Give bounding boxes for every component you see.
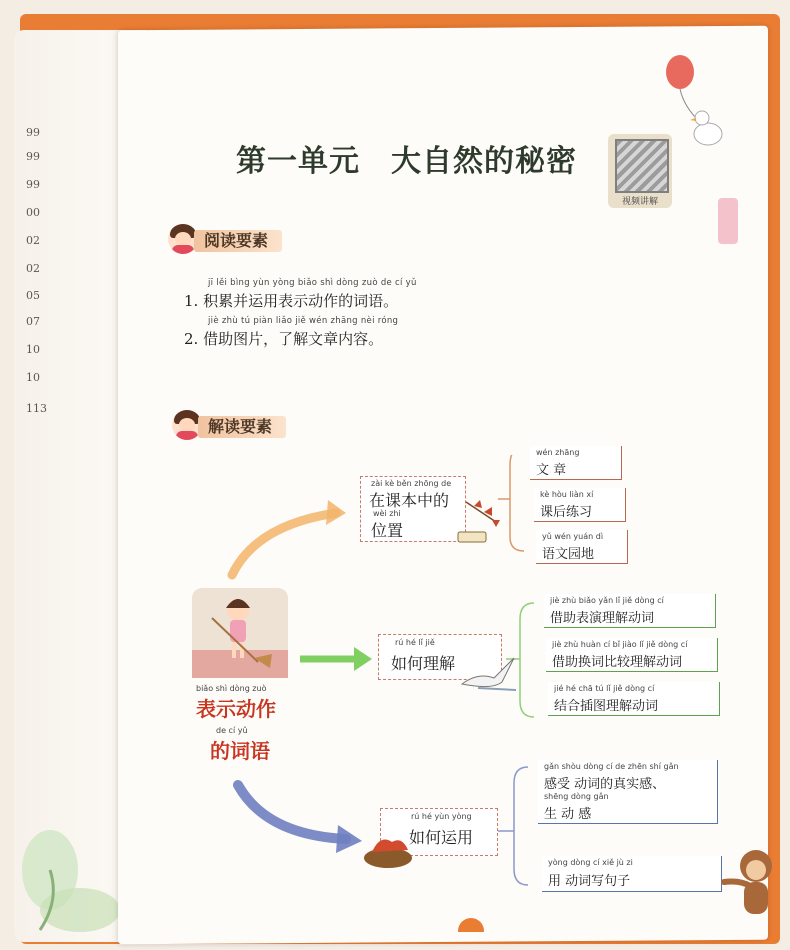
pinyin: gǎn shòu dòng cí de zhēn shí gǎn [544,762,679,771]
pinyin: jiè zhù tú piàn liǎo jiě wén zhāng nèi róng [208,316,399,326]
leaf-text: 生 动 感 [544,807,592,822]
page-number: 07 [26,315,40,328]
pinyin: jiè zhù huàn cí bǐ jiào lǐ jiě dòng cí [552,640,688,649]
pinyin: zài kè běn zhōng de [371,479,452,488]
pinyin: shēng dòng gǎn [544,792,609,801]
reading-goal-2 [184,316,399,349]
page-number: 99 [26,150,40,163]
pinyin: jī lěi bìng yùn yòng biǎo shì dòng zuò de cí yǔ [208,278,417,288]
leaf-text: 语文园地 [542,547,595,562]
branch-position [360,476,466,542]
pinyin: wén zhāng [536,448,580,457]
leaf-item [530,446,622,480]
section-title: 解读要素 [198,416,286,438]
qr-code-icon [615,139,669,193]
page-number: 113 [26,402,47,415]
leaf-text: 结合插图理解动词 [554,699,659,714]
root-topic-line1: 表示动作 [196,697,276,721]
leaf-item [548,682,720,716]
page-number: 99 [26,178,40,191]
video-qr-code[interactable] [608,134,672,208]
leaf-item [536,530,628,564]
bird-nest-icon [362,830,416,872]
pinyin: biǎo shì dòng zuò [196,684,267,693]
crane-icon [458,654,520,694]
sweeping-girl-illustration [192,588,288,678]
leaf-text: 文 章 [536,463,567,478]
page-number: 10 [26,371,40,384]
pinyin: kè hòu liàn xí [540,490,594,499]
unit-title: 第一单元 大自然的秘密 [236,144,577,179]
branch-label: 位置 [371,521,404,540]
pinyin: yòng dòng cí xiě jù zi [548,858,633,867]
reading-elements-heading [168,224,368,254]
reading-goal-1 [184,278,417,311]
page-number: 02 [26,234,40,247]
page-number: 05 [26,289,40,302]
pinyin: rú hé yùn yòng [411,812,472,821]
page-number: 00 [26,206,40,219]
branch-label: 在课本中的 [369,491,450,510]
pinyin: jiè zhù biǎo yǎn lǐ jiě dòng cí [550,596,664,605]
leaf-text: 借助表演理解动词 [550,611,655,626]
book-leaves-icon [452,492,508,548]
page-tab-marker [718,198,738,244]
leaf-item [546,638,718,672]
goal-text: 2. 借助图片，了解文章内容。 [184,330,384,348]
pinyin: de cí yǔ [216,726,248,735]
branch-label: 如何运用 [409,828,474,847]
leaf-item [534,488,626,522]
page-number: 10 [26,343,40,356]
video-label: 视频讲解 [621,197,658,207]
pinyin: wèi zhi [373,509,401,518]
page-number: 02 [26,262,40,275]
leaf-item [544,594,716,628]
leaf-text: 课后练习 [540,505,593,520]
leaf-text: 感受 动词的真实感、 [544,777,666,792]
page-number: 99 [26,126,40,139]
root-topic [196,684,276,764]
branch-label: 如何理解 [391,654,456,673]
leaf-item [538,760,718,824]
leaf-text: 用 动词写句子 [548,874,631,889]
leaf-item [542,856,722,892]
section-title: 阅读要素 [194,230,282,252]
leaf-text: 借助换词比较理解动词 [552,655,683,670]
interpret-elements-heading [172,410,372,440]
monkey-illustration [720,846,778,926]
pinyin: rú hé lǐ jiě [395,638,435,647]
pinyin: jié hé chā tú lǐ jiě dòng cí [554,684,655,693]
root-topic-line2: 的词语 [210,739,270,763]
pinyin: yǔ wén yuán dì [542,532,604,541]
goal-text: 1. 积累并运用表示动作的词语。 [184,292,399,310]
